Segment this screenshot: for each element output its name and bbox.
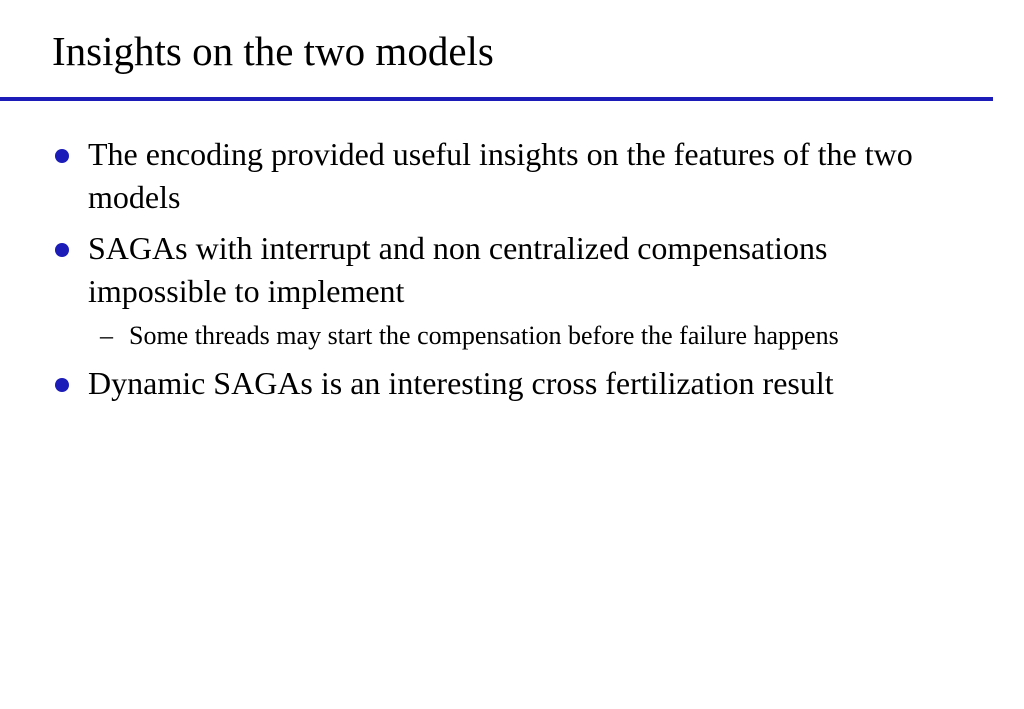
bullet-text: SAGAs with interrupt and non centralized compensations impossible to implement bbox=[88, 230, 828, 309]
bullet-list bbox=[0, 133, 1024, 413]
dash-marker: – bbox=[100, 321, 113, 350]
sub-bullet-item bbox=[88, 317, 889, 354]
slide-title: Insights on the two models bbox=[52, 28, 494, 74]
bullet-text: The encoding provided useful insights on the features of the two models bbox=[88, 136, 913, 215]
bullet-dot-icon bbox=[55, 243, 69, 257]
sub-bullet-text: Some threads may start the compensation before the failure happens bbox=[129, 321, 839, 350]
bullet-text: Dynamic SAGAs is an interesting cross fertilization result bbox=[88, 365, 834, 401]
bullet-item bbox=[0, 362, 924, 405]
bullet-item bbox=[0, 227, 924, 354]
sub-bullet-list bbox=[88, 317, 924, 354]
bullet-dot-icon bbox=[55, 149, 69, 163]
bullet-dot-icon bbox=[55, 378, 69, 392]
title-divider bbox=[0, 97, 993, 101]
bullet-item bbox=[0, 133, 924, 219]
